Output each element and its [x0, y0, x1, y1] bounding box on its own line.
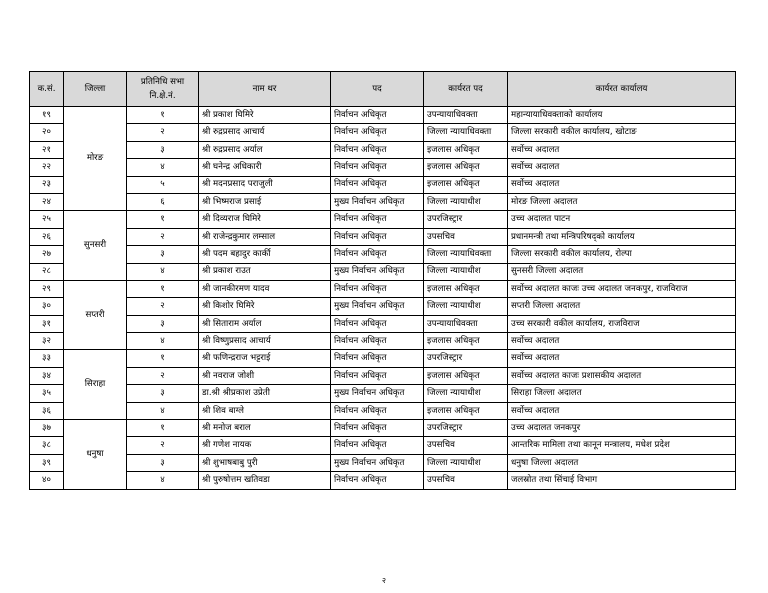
sn-cell: २३: [30, 176, 64, 193]
district-cell: सप्तरी: [64, 280, 127, 350]
post-cell: मुख्य निर्वाचन अधिकृत: [331, 298, 424, 315]
constituency-cell: २: [127, 298, 199, 315]
post-cell: निर्वाचन अधिकृत: [331, 107, 424, 124]
table-row: [30, 420, 736, 437]
post-cell: निर्वाचन अधिकृत: [331, 228, 424, 245]
post-cell: निर्वाचन अधिकृत: [331, 333, 424, 350]
district-cell: मोरङ: [64, 107, 127, 211]
table-row: [30, 280, 736, 297]
post-cell: निर्वाचन अधिकृत: [331, 315, 424, 332]
table-body: [30, 107, 736, 490]
constituency-cell: ३: [127, 385, 199, 402]
sn-cell: २१: [30, 141, 64, 158]
working-post-cell: उपसचिव: [424, 228, 508, 245]
office-cell: जिल्ला सरकारी वकील कार्यालय, खोटाङ: [508, 124, 736, 141]
sn-cell: २०: [30, 124, 64, 141]
header-constituency: [127, 72, 199, 107]
office-cell: सर्वोच्च अदालत: [508, 402, 736, 419]
post-cell: निर्वाचन अधिकृत: [331, 472, 424, 489]
header-district: जिल्ला: [64, 72, 127, 107]
table-row: [30, 385, 736, 402]
working-post-cell: इजलास अधिकृत: [424, 280, 508, 297]
office-cell: सुनसरी जिल्ला अदालत: [508, 263, 736, 280]
working-post-cell: जिल्ला न्यायाधीश: [424, 385, 508, 402]
post-cell: मुख्य निर्वाचन अधिकृत: [331, 193, 424, 210]
sn-cell: ३९: [30, 454, 64, 471]
office-cell: सर्वोच्च अदालत काजः प्रशासकीय अदालत: [508, 367, 736, 384]
table-row: [30, 350, 736, 367]
sn-cell: २६: [30, 228, 64, 245]
name-cell: श्री पुरुषोत्तम खतिवडा: [199, 472, 331, 489]
post-cell: निर्वाचन अधिकृत: [331, 211, 424, 228]
constituency-cell: २: [127, 124, 199, 141]
post-cell: निर्वाचन अधिकृत: [331, 350, 424, 367]
table-row: [30, 298, 736, 315]
constituency-cell: ४: [127, 263, 199, 280]
constituency-cell: १: [127, 350, 199, 367]
header-post: पद: [331, 72, 424, 107]
office-cell: सर्वोच्च अदालत: [508, 350, 736, 367]
sn-cell: ३२: [30, 333, 64, 350]
name-cell: श्री किशोर घिमिरे: [199, 298, 331, 315]
name-cell: श्री पदम बहादुर कार्की: [199, 246, 331, 263]
district-cell: धनुषा: [64, 420, 127, 490]
table-row: [30, 246, 736, 263]
table-row: [30, 107, 736, 124]
table-row: [30, 141, 736, 158]
page-number: २: [381, 576, 387, 585]
sn-cell: ३७: [30, 420, 64, 437]
name-cell: श्री विष्णुप्रसाद आचार्य: [199, 333, 331, 350]
constituency-cell: १: [127, 211, 199, 228]
table-row: [30, 159, 736, 176]
header-office: कार्यरत कार्यालय: [508, 72, 736, 107]
table-row: [30, 124, 736, 141]
header-constituency-line1: प्रतिनिधि सभा: [140, 76, 185, 87]
name-cell: श्री शिव बाग्ले: [199, 402, 331, 419]
post-cell: निर्वाचन अधिकृत: [331, 141, 424, 158]
name-cell: श्री फणिन्द्रराज भट्टराई: [199, 350, 331, 367]
table-row: [30, 402, 736, 419]
post-cell: मुख्य निर्वाचन अधिकृत: [331, 454, 424, 471]
sn-cell: ३५: [30, 385, 64, 402]
name-cell: श्री मनोज बराल: [199, 420, 331, 437]
sn-cell: २८: [30, 263, 64, 280]
working-post-cell: उपरजिस्ट्रार: [424, 350, 508, 367]
name-cell: श्री रुद्रप्रसाद अर्याल: [199, 141, 331, 158]
office-cell: मोरङ जिल्ला अदालत: [508, 193, 736, 210]
table-row: [30, 333, 736, 350]
sn-cell: १९: [30, 107, 64, 124]
office-cell: सर्वोच्च अदालत: [508, 333, 736, 350]
sn-cell: २७: [30, 246, 64, 263]
constituency-cell: ४: [127, 159, 199, 176]
table-row: [30, 263, 736, 280]
post-cell: निर्वाचन अधिकृत: [331, 402, 424, 419]
constituency-cell: १: [127, 280, 199, 297]
office-cell: सिराहा जिल्ला अदालत: [508, 385, 736, 402]
constituency-cell: १: [127, 107, 199, 124]
table-row: [30, 228, 736, 245]
constituency-cell: २: [127, 228, 199, 245]
office-cell: आन्तरिक मामिला तथा कानून मन्त्रालय, मधेश प्रदेश: [508, 437, 736, 454]
district-cell: सुनसरी: [64, 211, 127, 281]
working-post-cell: इजलास अधिकृत: [424, 176, 508, 193]
constituency-cell: ३: [127, 141, 199, 158]
working-post-cell: उपसचिव: [424, 437, 508, 454]
working-post-cell: जिल्ला न्यायाधीश: [424, 193, 508, 210]
working-post-cell: जिल्ला न्यायाधीश: [424, 454, 508, 471]
sn-cell: २२: [30, 159, 64, 176]
post-cell: निर्वाचन अधिकृत: [331, 159, 424, 176]
working-post-cell: उपन्यायाधिवक्ता: [424, 107, 508, 124]
office-cell: जलस्रोत तथा सिंचाई विभाग: [508, 472, 736, 489]
sn-cell: ४०: [30, 472, 64, 489]
header-constituency-line2: नि.क्षे.नं.: [149, 90, 176, 101]
office-cell: सप्तरी जिल्ला अदालत: [508, 298, 736, 315]
post-cell: निर्वाचन अधिकृत: [331, 246, 424, 263]
sn-cell: ३३: [30, 350, 64, 367]
name-cell: श्री मदनप्रसाद पराजुली: [199, 176, 331, 193]
constituency-cell: ३: [127, 454, 199, 471]
table-row: [30, 472, 736, 489]
name-cell: श्री शुभाषबाबु पुरी: [199, 454, 331, 471]
office-cell: उच्च अदालत पाटन: [508, 211, 736, 228]
working-post-cell: जिल्ला न्यायाधिवक्ता: [424, 246, 508, 263]
sn-cell: ३६: [30, 402, 64, 419]
officials-table: [29, 71, 736, 490]
table-row: [30, 176, 736, 193]
sn-cell: ३८: [30, 437, 64, 454]
working-post-cell: जिल्ला न्यायाधीश: [424, 298, 508, 315]
office-cell: उच्च सरकारी वकील कार्यालय, राजविराज: [508, 315, 736, 332]
post-cell: निर्वाचन अधिकृत: [331, 280, 424, 297]
office-cell: सर्वोच्च अदालत: [508, 176, 736, 193]
name-cell: श्री दिव्यराज घिमिरे: [199, 211, 331, 228]
working-post-cell: इजलास अधिकृत: [424, 141, 508, 158]
constituency-cell: १: [127, 420, 199, 437]
working-post-cell: इजलास अधिकृत: [424, 402, 508, 419]
table-row: [30, 315, 736, 332]
constituency-cell: ६: [127, 193, 199, 210]
name-cell: श्री जानकीरमण यादव: [199, 280, 331, 297]
sn-cell: २४: [30, 193, 64, 210]
working-post-cell: उपसचिव: [424, 472, 508, 489]
sn-cell: ३०: [30, 298, 64, 315]
office-cell: उच्च अदालत जनकपुर: [508, 420, 736, 437]
working-post-cell: इजलास अधिकृत: [424, 333, 508, 350]
constituency-cell: ४: [127, 402, 199, 419]
district-cell: सिराहा: [64, 350, 127, 420]
table-row: [30, 193, 736, 210]
name-cell: श्री रुद्रप्रसाद आचार्य: [199, 124, 331, 141]
constituency-cell: ४: [127, 472, 199, 489]
table-row: [30, 367, 736, 384]
constituency-cell: २: [127, 437, 199, 454]
name-cell: डा.श्री श्रीप्रकाश उप्रेती: [199, 385, 331, 402]
working-post-cell: जिल्ला न्यायाधिवक्ता: [424, 124, 508, 141]
sn-cell: ३१: [30, 315, 64, 332]
constituency-cell: ३: [127, 246, 199, 263]
constituency-cell: ३: [127, 315, 199, 332]
table-row: [30, 437, 736, 454]
office-cell: महान्यायाधिवक्ताको कार्यालय: [508, 107, 736, 124]
office-cell: सर्वोच्च अदालत काजः उच्च अदालत जनकपुर, राजविराज: [508, 280, 736, 297]
post-cell: निर्वाचन अधिकृत: [331, 176, 424, 193]
constituency-cell: ४: [127, 333, 199, 350]
office-cell: धनुषा जिल्ला अदालत: [508, 454, 736, 471]
post-cell: निर्वाचन अधिकृत: [331, 437, 424, 454]
header-working-post: कार्यरत पद: [424, 72, 508, 107]
name-cell: श्री सिताराम अर्याल: [199, 315, 331, 332]
name-cell: श्री गणेश नायक: [199, 437, 331, 454]
office-cell: सर्वोच्च अदालत: [508, 159, 736, 176]
working-post-cell: इजलास अधिकृत: [424, 367, 508, 384]
table-row: [30, 211, 736, 228]
working-post-cell: इजलास अधिकृत: [424, 159, 508, 176]
post-cell: निर्वाचन अधिकृत: [331, 420, 424, 437]
header-name: नाम थर: [199, 72, 331, 107]
post-cell: निर्वाचन अधिकृत: [331, 367, 424, 384]
name-cell: श्री नवराज जोशी: [199, 367, 331, 384]
constituency-cell: ५: [127, 176, 199, 193]
office-cell: जिल्ला सरकारी वकील कार्यालय, रोल्पा: [508, 246, 736, 263]
sn-cell: २५: [30, 211, 64, 228]
office-cell: सर्वोच्च अदालत: [508, 141, 736, 158]
sn-cell: ३४: [30, 367, 64, 384]
table-row: [30, 454, 736, 471]
working-post-cell: उपरजिस्ट्रार: [424, 420, 508, 437]
header-sn: क.सं.: [30, 72, 64, 107]
name-cell: श्री प्रकाश घिमिरे: [199, 107, 331, 124]
header-row: [30, 72, 736, 107]
office-cell: प्रधानमन्त्री तथा मन्त्रिपरिषद्को कार्यालय: [508, 228, 736, 245]
post-cell: निर्वाचन अधिकृत: [331, 124, 424, 141]
working-post-cell: जिल्ला न्यायाधीश: [424, 263, 508, 280]
constituency-cell: २: [127, 367, 199, 384]
name-cell: श्री प्रकाश राउत: [199, 263, 331, 280]
post-cell: मुख्य निर्वाचन अधिकृत: [331, 263, 424, 280]
name-cell: श्री घनेन्द्र अधिकारी: [199, 159, 331, 176]
working-post-cell: उपन्यायाधिवक्ता: [424, 315, 508, 332]
name-cell: श्री भिष्मराज प्रसाई: [199, 193, 331, 210]
name-cell: श्री राजेन्द्रकुमार लम्साल: [199, 228, 331, 245]
post-cell: मुख्य निर्वाचन अधिकृत: [331, 385, 424, 402]
sn-cell: २९: [30, 280, 64, 297]
working-post-cell: उपरजिस्ट्रार: [424, 211, 508, 228]
